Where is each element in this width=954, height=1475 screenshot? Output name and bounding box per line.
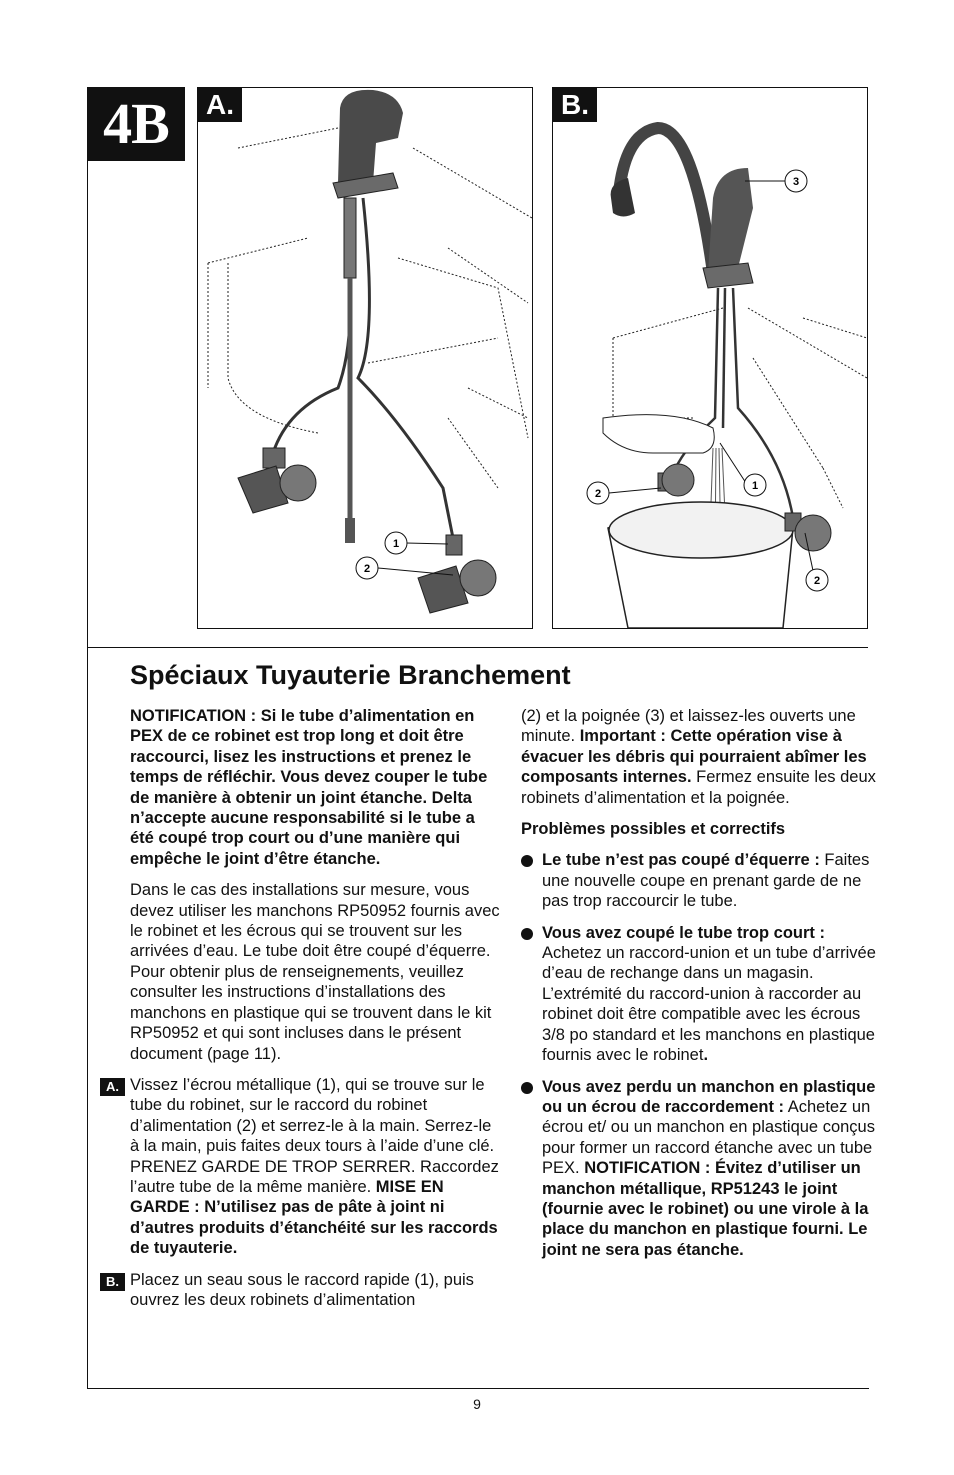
- problem-text: Faites une nouvelle coupe en prenant garde de ne pas trop raccourcir le tube.: [542, 851, 870, 911]
- problem-item: [521, 923, 877, 1066]
- step-b-text: Placez un seau sous le raccord rapide (1), puis ouvrez les deux robinets d’alimentation: [130, 1270, 474, 1309]
- intro-paragraph: Dans le cas des installations sur mesure, vous devez utiliser les manchons RP50952 fournis avec le robinet et les écrous qui se trouvent sur les arrivées d’eau. Le tube doit être coupé d’équerre. Pour obtenir plus de renseignements, veuillez consulter les instructions d’installations des manchons en plastique qui se trouvent dans le kit RP50952 et qui sont incluses dans le présent document (page 11).: [130, 881, 500, 1063]
- step-a-tag: A.: [100, 1078, 125, 1096]
- page-number: 9: [473, 1396, 481, 1412]
- problem-label: Vous avez perdu un manchon en plastique ou un écrou de raccordement :: [542, 1077, 876, 1116]
- left-column: [106, 706, 500, 1321]
- page-title: Spéciaux Tuyauterie Branchement: [130, 660, 571, 690]
- callout-2-left: 2: [594, 488, 602, 500]
- illustration-panel-a: [197, 87, 533, 629]
- callout-3: 3: [792, 176, 800, 188]
- right-column: [521, 706, 877, 1271]
- step-b-tag: B.: [100, 1273, 125, 1291]
- step-b: [106, 1270, 500, 1311]
- panel-a-tag: A.: [198, 88, 242, 122]
- section-label: 4B: [87, 87, 185, 161]
- notice-paragraph: NOTIFICATION : Si le tube d’alimentation en PEX de ce robinet est trop long et doit être raccourci, lisez les instructions et prenez le temps de réfléchir. Vous devez couper le tube de manière à obtenir un joint étanche. Delta n’accepte aucune responsabilité si le tube a été coupé trop court ou d’une manière qui empêche le joint d’être étanche.: [130, 707, 488, 868]
- callout-1: 1: [751, 480, 759, 492]
- problem-label: Vous avez coupé le tube trop court :: [542, 923, 825, 942]
- problem-label: Le tube n’est pas coupé d’équerre :: [542, 851, 820, 870]
- problem-text: Achetez un écrou et/ ou un manchon en plastique conçus pour former un raccord étanche avec un tube PEX.: [542, 1097, 875, 1178]
- step-b-continued: [521, 706, 877, 808]
- callout-2-right: 2: [813, 575, 821, 587]
- section-divider: [87, 647, 868, 648]
- problem-text: Achetez un raccord-union et un tube d’arrivée d’eau de rechange dans un magasin. L’extrémité du raccord-union à raccorder au robinet doit être compatible avec les écrous 3/8 po standard et les manchons en plastique fournis avec le robinet: [542, 944, 876, 1065]
- illustration-panel-b: [552, 87, 868, 629]
- problem-end: .: [703, 1046, 709, 1065]
- problem-notice: NOTIFICATION : Évitez d’utiliser un manchon métallique, RP51243 le joint (fournie avec le robinet) ou une virole à la place du manchon en plastique fourni. Le joint ne sera pas étanche.: [542, 1159, 869, 1259]
- flushing-illustration: [553, 88, 867, 628]
- step-a-text: Vissez l’écrou métallique (1), qui se trouve sur le tube du robinet, sur le raccord du robinet d’alimentation (2) et serrez-le à la main. Serrez-le à la main, puis faites deux tours à l’aide d’une clé. PRENEZ GARDE DE TROP SERRER. Raccordez l’autre tube de la même manière.: [130, 1075, 499, 1196]
- faucet-connection-illustration: [198, 88, 532, 628]
- problems-title: Problèmes possibles et correctifs: [521, 820, 786, 839]
- problem-item: [521, 1077, 877, 1261]
- step-b-closing: Fermez ensuite les deux robinets d’alimentation et la poignée.: [521, 768, 876, 807]
- step-a: [106, 1075, 500, 1259]
- callout-2: 2: [363, 563, 371, 575]
- panel-b-tag: B.: [553, 88, 597, 122]
- step-a-warning: MISE EN GARDE : N’utilisez pas de pâte à joint ni d’autres produits d’étanchéité sur les raccords de tuyauterie.: [130, 1177, 498, 1258]
- step-b-cont-text: (2) et la poignée (3) et laissez-les ouverts une minute.: [521, 707, 856, 746]
- step-b-important: Important : Cette opération vise à évacuer les débris qui pourraient abîmer les composants internes.: [521, 727, 867, 787]
- problem-item: [521, 850, 877, 911]
- callout-1: 1: [392, 538, 400, 550]
